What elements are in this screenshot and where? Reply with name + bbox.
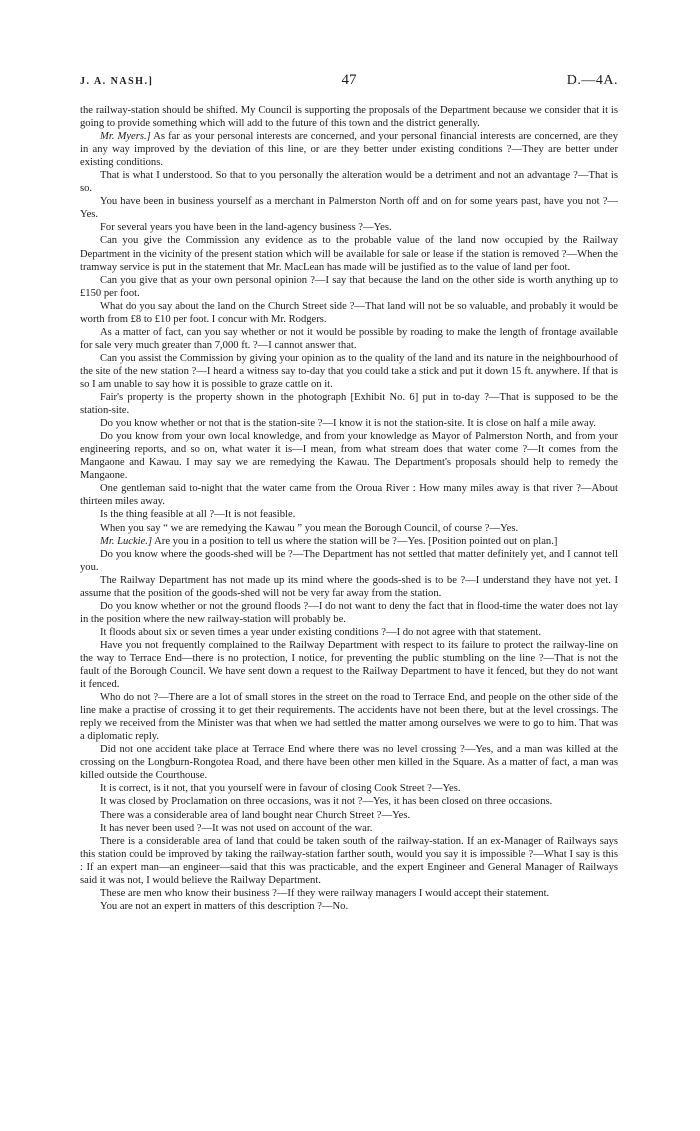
evidence-paragraph <box>80 300 618 326</box>
evidence-paragraph <box>80 352 618 391</box>
witness-name: J. A. NASH.] <box>80 76 154 87</box>
paragraph-text: As far as your personal interests are concerned, and your personal financial interests are concerned, are they in any way improved by the deviation of this line, or are they better under existing conditions ?—They are better under existing conditions. <box>80 131 618 169</box>
page-number: 47 <box>341 72 357 88</box>
paragraph-text: There was a considerable area of land bought near Church Street ?—Yes. <box>100 809 411 821</box>
evidence-paragraph <box>80 221 618 234</box>
paragraph-text: It floods about six or seven times a year under existing conditions ?—I do not agree with that statement. <box>100 626 542 638</box>
paragraph-text: Do you know from your own local knowledge, and from your knowledge as Mayor of Palmerston North, and from your engineering reports, and so on, what water it is—I mean, from what stream does that water come ?—It comes from the Mangaone and Kawau. I may say we are remedying the Kawau. The Department's proposals should help to remedy the Mangaone. <box>80 431 618 482</box>
evidence-paragraph <box>80 508 618 521</box>
paragraph-text: the railway-station should be shifted. My Council is supporting the proposals of the Department because we consider that it is going to provide something which will add to the future of this town and the district generally. <box>80 105 618 130</box>
evidence-paragraph <box>80 104 618 130</box>
evidence-paragraph <box>80 391 618 417</box>
evidence-text <box>80 104 618 913</box>
evidence-paragraph <box>80 482 618 508</box>
evidence-paragraph <box>80 548 618 574</box>
evidence-paragraph <box>80 809 618 822</box>
evidence-paragraph <box>80 639 618 691</box>
paragraph-text: It was closed by Proclamation on three occasions, was it not ?—Yes, it has been closed on three occasions. <box>100 796 553 808</box>
paragraph-text: One gentleman said to-night that the water came from the Oroua River : How many miles away is that river ?—About thirteen miles away. <box>80 483 618 508</box>
paragraph-text: Do you know whether or not the ground floods ?—I do not want to deny the fact that in flood-time the water does not lay in the position where the new railway-station will probably be. <box>80 600 618 625</box>
evidence-paragraph <box>80 795 618 808</box>
paragraph-text: It is correct, is it not, that you yourself were in favour of closing Cook Street ?—Yes. <box>100 783 461 795</box>
paragraph-text: There is a considerable area of land that could be taken south of the railway-station. If an ex-Manager of Railways says this station could be improved by taking the railway-station farther south, would you say it is impossible ?—What I say is this : If an expert man—an engineer—said that this was practicable, and the expert Engineer and General Manager of Railways said it was not, I would believe the Railway Department. <box>80 835 618 886</box>
evidence-paragraph <box>80 326 618 352</box>
paragraph-text: What do you say about the land on the Church Street side ?—That land will not be so valuable, and probably it would be worth from £8 to £10 per foot. I concur with Mr. Rodgers. <box>80 300 618 325</box>
evidence-paragraph <box>80 835 618 887</box>
paragraph-text: When you say “ we are remedying the Kawau ” you mean the Borough Council, of course ?—Yes. <box>100 522 519 534</box>
evidence-paragraph <box>80 691 618 743</box>
evidence-paragraph <box>80 782 618 795</box>
evidence-paragraph <box>80 169 618 195</box>
evidence-paragraph <box>80 430 618 482</box>
paragraph-text: Is the thing feasible at all ?—It is not feasible. <box>100 509 296 521</box>
evidence-paragraph <box>80 822 618 835</box>
paragraph-text: That is what I understood. So that to you personally the alteration would be a detriment and not an advantage ?—That is so. <box>80 170 618 195</box>
paragraph-text: Are you in a position to tell us where the station will be ?—Yes. [Position pointed out on plan.] <box>152 535 558 547</box>
paragraph-text: You have been in business yourself as a merchant in Palmerston North off and on for some years past, have you not ?—Yes. <box>80 196 618 221</box>
evidence-paragraph <box>80 417 618 430</box>
paragraph-text: You are not an expert in matters of this description ?—No. <box>100 900 349 912</box>
paragraph-text: For several years you have been in the land-agency business ?—Yes. <box>100 222 392 234</box>
paragraph-text: Do you know where the goods-shed will be ?—The Department has not settled that matter definitely yet, and I cannot tell you. <box>80 548 618 573</box>
evidence-paragraph <box>80 887 618 900</box>
running-header <box>80 72 618 94</box>
speaker-label: Mr. Luckie.] <box>100 535 153 547</box>
paragraph-text: Did not one accident take place at Terrace End where there was no level crossing ?—Yes, and a man was killed at the crossing on the Longburn-Rongotea Road, and there have been other men killed in the Square. As a matter of fact, a man was killed outside the Courthouse. <box>80 744 618 782</box>
evidence-paragraph <box>80 600 618 626</box>
paragraph-text: The Railway Department has not made up its mind where the goods-shed is to be ?—I understand they have not yet. I assume that the position of the goods-shed will not be very far away from the station. <box>80 574 618 599</box>
speaker-label: Mr. Myers.] <box>100 131 151 143</box>
paragraph-text: Can you give that as your own personal opinion ?—I say that because the land on the other side is worth anything up to £150 per foot. <box>80 274 618 299</box>
paragraph-text: These are men who know their business ?—If they were railway managers I would accept their statement. <box>100 887 550 899</box>
paragraph-text: Fair's property is the property shown in the photograph [Exhibit No. 6] put in to-day ?—That is supposed to be the station-site. <box>80 392 618 417</box>
evidence-paragraph <box>80 274 618 300</box>
evidence-paragraph <box>80 130 618 169</box>
paragraph-text: Can you give the Commission any evidence as to the probable value of the land now occupied by the Railway Department in the vicinity of the present station which will be available for sale or lease if the station is removed ?—When the tramway service is put in the statement that Mr. MacLean has made will be justified as to the value of land per foot. <box>80 235 618 273</box>
evidence-paragraph <box>80 900 618 913</box>
evidence-paragraph <box>80 626 618 639</box>
evidence-paragraph <box>80 195 618 221</box>
document-code: D.—4A. <box>566 73 618 88</box>
paragraph-text: Do you know whether or not that is the station-site ?—I know it is not the station-site. It is close on half a mile away. <box>100 418 596 430</box>
evidence-paragraph <box>80 234 618 273</box>
evidence-paragraph <box>80 522 618 535</box>
evidence-paragraph <box>80 535 618 548</box>
document-page <box>80 72 618 913</box>
evidence-paragraph <box>80 574 618 600</box>
paragraph-text: Can you assist the Commission by giving your opinion as to the quality of the land and its nature in the neighbourhood of the site of the new station ?—I heard a witness say to-day that you could take a stick and put it down 15 ft. anywhere. If that is so I am unable to say how it is possible to graze cattle on it. <box>80 352 618 390</box>
paragraph-text: As a matter of fact, can you say whether or not it would be possible by roading to make the length of frontage available for sale very much greater than 7,000 ft. ?—I cannot answer that. <box>80 326 618 351</box>
paragraph-text: Have you not frequently complained to the Railway Department with respect to its failure to protect the railway-line on the way to Terrace End—there is no protection, I notice, for preventing the public stumbling on the line ?—That is not the fault of the Borough Council. We have sent down a request to the Railway Department to have it fenced, but they do not want it fenced. <box>80 639 618 691</box>
paragraph-text: It has never been used ?—It was not used on account of the war. <box>100 822 373 834</box>
paragraph-text: Who do not ?—There are a lot of small stores in the street on the road to Terrace End, and people on the other side of the line make a practise of crossing it to get their requirements. The accidents have not been there, but at the level crossings. The reply we received from the Minister was that when we had settled the matter among ourselves we were to go to him. That was a diplomatic reply. <box>80 692 618 743</box>
evidence-paragraph <box>80 743 618 782</box>
